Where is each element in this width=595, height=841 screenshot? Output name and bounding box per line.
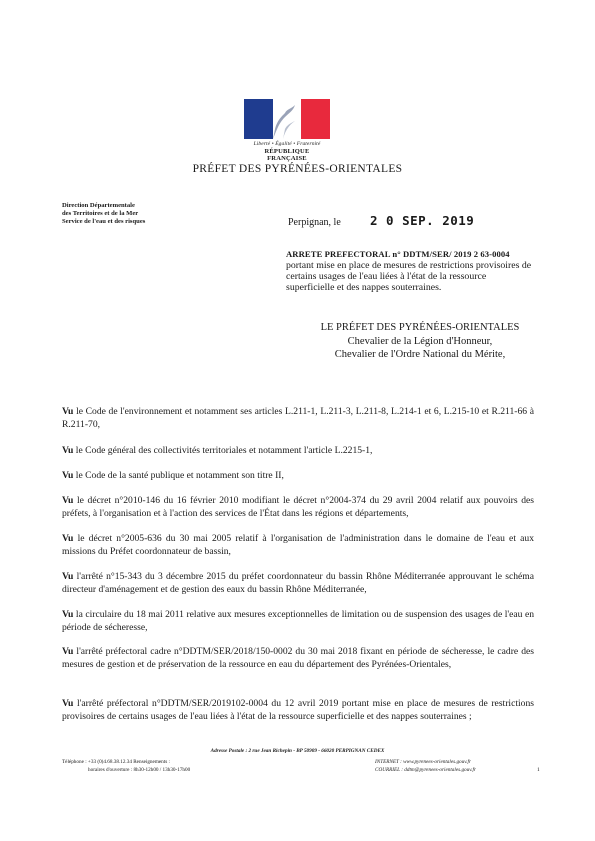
- tricolor-flag-icon: [244, 99, 330, 139]
- marianne-logo: [244, 99, 330, 162]
- footer-internet-link[interactable]: INTERNET : www.pyrenees-orientales.gouv.fr: [375, 759, 471, 765]
- prefecture-title: PRÉFET DES PYRÉNÉES-ORIENTALES: [192, 163, 403, 175]
- footer-postal-address: Adresse Postale : 2 rue Jean Richepin - BP 50909 - 66020 PERPIGNAN CEDEX: [210, 748, 385, 754]
- vu-keyword: Vu: [62, 609, 74, 620]
- vu-keyword: Vu: [62, 406, 74, 417]
- republic-name: RÉPUBLIQUE FRANÇAISE: [264, 148, 310, 162]
- vu-paragraph: [62, 444, 534, 457]
- arrete-heading: [286, 249, 536, 293]
- republic-motto: Liberté • Égalité • Fraternité: [253, 141, 321, 147]
- footer-hours: horaires d'ouverture : 8h30-12h00 / 13h30-17h00: [88, 766, 191, 773]
- vu-paragraph: [62, 697, 534, 723]
- vu-paragraph: [62, 645, 534, 671]
- vu-paragraph: [62, 570, 534, 596]
- vu-paragraph: [62, 608, 534, 634]
- vu-text: le décret n°2010-146 du 16 février 2010 modifiant le décret n°2004-374 du 29 avril 2004 relatif aux pouvoirs des préfets, à l'organisation et à l'action des services de l'État dans les régions et départements,: [62, 495, 534, 520]
- issuing-service: [62, 202, 145, 226]
- service-line-3: Service de l'eau et des risques: [62, 218, 146, 225]
- vu-paragraph: [62, 405, 534, 431]
- prefet-line-3: Chevalier de l'Ordre National du Mérite,: [334, 349, 506, 360]
- vu-text: l'arrêté préfectoral n°DDTM/SER/2019102-0004 du 12 avril 2019 portant mise en place de mesures de restrictions provisoires de certains usages de l'eau liées à l'état de la ressource superficielle et des nappes souterraines ;: [62, 698, 534, 723]
- service-line-1: Direction Départementale: [62, 202, 135, 209]
- vu-keyword: Vu: [62, 533, 74, 544]
- vu-text: l'arrêté n°15-343 du 3 décembre 2015 du préfet coordonnateur du bassin Rhône Méditerranée approuvant le schéma directeur d'aménagement et de gestion des eaux du bassin Rhône Méditerranée,: [62, 571, 534, 596]
- vu-keyword: Vu: [62, 646, 74, 657]
- footer-phone: Téléphone : +33 (0)4.68.38.12.34 Renseignements :: [62, 759, 170, 765]
- vu-text: le décret n°2005-636 du 30 mai 2005 relatif à l'organisation de l'administration dans le domaine de l'eau et aux missions du Préfet coordonnateur de bassin,: [62, 533, 535, 558]
- service-line-2: des Territoires et de la Mer: [62, 210, 139, 217]
- place-label: Perpignan, le: [288, 217, 341, 228]
- vu-keyword: Vu: [62, 571, 74, 582]
- vu-text: le Code de la santé publique et notamment son titre II,: [75, 470, 284, 481]
- vu-text: l'arrêté préfectoral cadre n°DDTM/SER/2018/150-0002 du 30 mai 2018 fixant en période de sécheresse, le cadre des mesures de gestion et de préservation de la ressource en eau du département des Pyrénées-Orientales,: [62, 646, 534, 671]
- vu-keyword: Vu: [62, 470, 74, 481]
- prefet-signature-block: [270, 321, 570, 362]
- prefet-line-2: Chevalier de la Légion d'Honneur,: [347, 335, 493, 347]
- vu-paragraph: [62, 532, 534, 558]
- vu-text: le Code général des collectivités territoriales et notamment l'article L.2215-1,: [75, 445, 373, 456]
- vu-keyword: Vu: [62, 698, 74, 709]
- prefet-line-1: LE PRÉFET DES PYRÉNÉES-ORIENTALES: [320, 322, 520, 333]
- page-number: 1: [537, 767, 540, 773]
- footer-contact: [62, 759, 190, 774]
- vu-text: le Code de l'environnement et notamment ses articles L.211-1, L.211-3, L.211-8, L.214-1 et 6, L.215-10 et R.211-66 à R.211-70,: [62, 406, 534, 431]
- vu-text: la circulaire du 18 mai 2011 relative aux mesures exceptionnelles de limitation ou de suspension des usages de l'eau en période de sécheresse,: [62, 609, 535, 634]
- arrete-object: portant mise en place de mesures de restrictions provisoires de certains usages de l'eau liées à l'état de la ressource superficielle et des nappes souterraines.: [286, 260, 532, 293]
- vu-keyword: Vu: [62, 495, 74, 506]
- vu-paragraph: [62, 469, 534, 482]
- footer-email-link[interactable]: COURRIEL : ddtm@pyrenees-orientales.gouv.fr: [375, 766, 476, 773]
- date-stamp: 2 0 SEP. 2019: [370, 213, 475, 228]
- footer-web: [375, 759, 476, 774]
- vu-keyword: Vu: [62, 445, 74, 456]
- arrete-reference: ARRETE PREFECTORAL n° DDTM/SER/ 2019 2 63-0004: [286, 249, 510, 259]
- vu-paragraph: [62, 494, 534, 520]
